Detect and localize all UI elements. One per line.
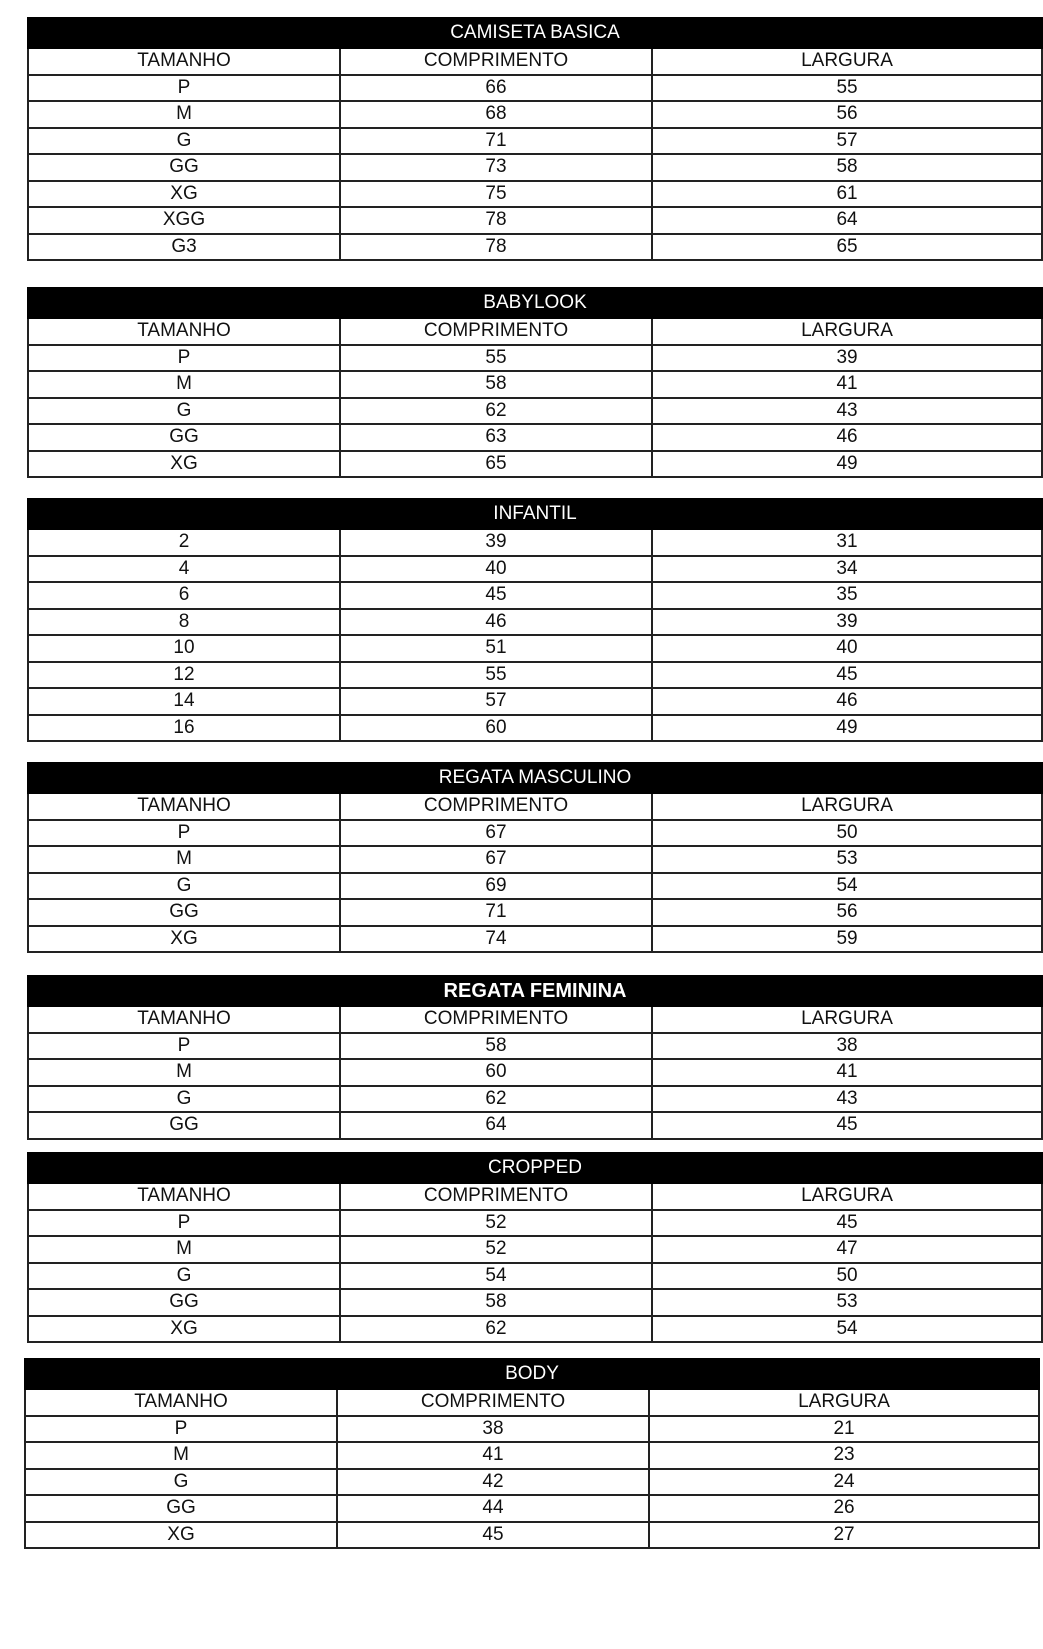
table-row [28,1236,1042,1263]
table-cell: 68 [340,101,652,128]
regata-feminina-title: REGATA FEMININA [28,976,1042,1006]
column-header: LARGURA [652,1183,1042,1210]
table-row [28,873,1042,900]
column-header: COMPRIMENTO [340,318,652,345]
table-row [28,926,1042,953]
table-row [28,1086,1042,1113]
table-cell: XG [28,1316,340,1343]
table-cell: 64 [652,207,1042,234]
table-cell: G3 [28,234,340,261]
table-cell: 65 [652,234,1042,261]
table-cell: 44 [337,1495,649,1522]
table-row [28,662,1042,689]
table-cell: 14 [28,688,340,715]
table-cell: 54 [340,1263,652,1290]
table-row [25,1495,1039,1522]
table-row [28,75,1042,102]
table-cell: M [28,371,340,398]
table-cell: M [28,101,340,128]
table-cell: 2 [28,529,340,556]
table-cell: 56 [652,101,1042,128]
table-cell: 4 [28,556,340,583]
table-cell: 62 [340,1086,652,1113]
column-header: LARGURA [652,48,1042,75]
table-row [28,556,1042,583]
table-cell: GG [28,1112,340,1139]
column-header: COMPRIMENTO [340,1183,652,1210]
table-cell: P [28,1033,340,1060]
table-row [28,820,1042,847]
table-cell: 41 [337,1442,649,1469]
table-cell: 53 [652,1289,1042,1316]
table-cell: P [28,345,340,372]
column-header: TAMANHO [28,318,340,345]
table-row [28,609,1042,636]
table-cell: GG [28,899,340,926]
table-cell: 31 [652,529,1042,556]
table-row [28,1316,1042,1343]
table-cell: G [28,873,340,900]
table-cell: 50 [652,1263,1042,1290]
table-cell: 38 [652,1033,1042,1060]
table-cell: 43 [652,1086,1042,1113]
table-cell: 49 [652,451,1042,478]
table-cell: 45 [652,1112,1042,1139]
table-cell: 61 [652,181,1042,208]
table-cell: 40 [652,635,1042,662]
table-cell: G [25,1469,337,1496]
table-row [28,1033,1042,1060]
table-row [28,899,1042,926]
table-cell: 47 [652,1236,1042,1263]
table-cell: 55 [340,345,652,372]
table-cell: 46 [340,609,652,636]
table-cell: 51 [340,635,652,662]
table-row [28,207,1042,234]
table-cell: P [28,1210,340,1237]
table-cell: 55 [340,662,652,689]
cropped-table [27,1152,1043,1343]
table-cell: 10 [28,635,340,662]
table-row [28,582,1042,609]
infantil-table [27,498,1043,742]
column-header: TAMANHO [28,1006,340,1033]
table-cell: 42 [337,1469,649,1496]
table-row [28,1210,1042,1237]
regata-feminina-table [27,975,1043,1140]
table-cell: 16 [28,715,340,742]
table-row [28,529,1042,556]
column-header: COMPRIMENTO [340,1006,652,1033]
table-cell: G [28,128,340,155]
table-cell: 35 [652,582,1042,609]
table-cell: 62 [340,1316,652,1343]
table-cell: XG [28,926,340,953]
table-row [25,1442,1039,1469]
table-cell: 63 [340,424,652,451]
table-cell: 23 [649,1442,1039,1469]
table-cell: G [28,1086,340,1113]
table-cell: GG [28,424,340,451]
table-cell: G [28,1263,340,1290]
table-cell: 45 [652,662,1042,689]
table-row [25,1416,1039,1443]
table-row [28,1112,1042,1139]
table-row [28,398,1042,425]
table-row [28,715,1042,742]
table-cell: 57 [340,688,652,715]
table-cell: 52 [340,1236,652,1263]
table-row [28,1263,1042,1290]
column-header: LARGURA [652,793,1042,820]
body-title: BODY [25,1359,1039,1389]
table-cell: 54 [652,873,1042,900]
table-cell: 74 [340,926,652,953]
regata-masculino-title: REGATA MASCULINO [28,763,1042,793]
table-cell: 50 [652,820,1042,847]
table-cell: XG [28,181,340,208]
table-row [28,451,1042,478]
column-header: COMPRIMENTO [337,1389,649,1416]
table-cell: M [28,846,340,873]
table-cell: 58 [340,1289,652,1316]
table-row [28,1289,1042,1316]
table-cell: 60 [340,1059,652,1086]
table-row [28,101,1042,128]
table-cell: P [25,1416,337,1443]
table-cell: 67 [340,820,652,847]
table-cell: 46 [652,424,1042,451]
table-row [28,371,1042,398]
table-cell: 49 [652,715,1042,742]
table-cell: P [28,820,340,847]
column-header: TAMANHO [28,48,340,75]
table-cell: G [28,398,340,425]
table-cell: M [25,1442,337,1469]
body-table [24,1358,1040,1549]
table-cell: 40 [340,556,652,583]
table-cell: 71 [340,128,652,155]
column-header: COMPRIMENTO [340,793,652,820]
table-cell: 54 [652,1316,1042,1343]
table-cell: 69 [340,873,652,900]
table-cell: XGG [28,207,340,234]
table-cell: 41 [652,1059,1042,1086]
table-row [28,154,1042,181]
column-header: LARGURA [652,318,1042,345]
table-cell: 8 [28,609,340,636]
camiseta-basica-title: CAMISETA BASICA [28,18,1042,48]
infantil-title: INFANTIL [28,499,1042,529]
column-header: TAMANHO [28,793,340,820]
table-cell: 39 [340,529,652,556]
table-cell: 58 [340,371,652,398]
babylook-title: BABYLOOK [28,288,1042,318]
table-row [28,424,1042,451]
table-row [28,635,1042,662]
table-cell: 43 [652,398,1042,425]
table-cell: 52 [340,1210,652,1237]
camiseta-basica-table [27,17,1043,261]
table-cell: 73 [340,154,652,181]
table-cell: 46 [652,688,1042,715]
table-cell: 34 [652,556,1042,583]
table-cell: GG [28,154,340,181]
table-cell: XG [28,451,340,478]
table-cell: 67 [340,846,652,873]
table-row [28,846,1042,873]
table-cell: 41 [652,371,1042,398]
table-cell: 62 [340,398,652,425]
table-cell: 6 [28,582,340,609]
column-header: TAMANHO [25,1389,337,1416]
table-cell: GG [25,1495,337,1522]
table-cell: P [28,75,340,102]
table-cell: 12 [28,662,340,689]
table-cell: 53 [652,846,1042,873]
table-cell: 57 [652,128,1042,155]
table-cell: 45 [337,1522,649,1549]
column-header: LARGURA [649,1389,1039,1416]
table-cell: 45 [652,1210,1042,1237]
table-row [25,1522,1039,1549]
table-cell: 55 [652,75,1042,102]
regata-masculino-table [27,762,1043,953]
table-cell: XG [25,1522,337,1549]
table-cell: 58 [652,154,1042,181]
table-cell: M [28,1059,340,1086]
column-header: COMPRIMENTO [340,48,652,75]
table-row [28,688,1042,715]
column-header: LARGURA [652,1006,1042,1033]
table-cell: 59 [652,926,1042,953]
table-cell: 24 [649,1469,1039,1496]
table-row [28,181,1042,208]
table-cell: 64 [340,1112,652,1139]
table-cell: 60 [340,715,652,742]
table-cell: GG [28,1289,340,1316]
table-cell: 39 [652,609,1042,636]
table-row [28,234,1042,261]
table-cell: 56 [652,899,1042,926]
cropped-title: CROPPED [28,1153,1042,1183]
table-cell: 38 [337,1416,649,1443]
table-row [28,1059,1042,1086]
table-cell: 27 [649,1522,1039,1549]
table-row [28,128,1042,155]
table-cell: 71 [340,899,652,926]
table-cell: 26 [649,1495,1039,1522]
table-cell: 78 [340,207,652,234]
table-cell: M [28,1236,340,1263]
table-cell: 66 [340,75,652,102]
table-cell: 58 [340,1033,652,1060]
table-cell: 65 [340,451,652,478]
column-header: TAMANHO [28,1183,340,1210]
table-cell: 78 [340,234,652,261]
table-row [28,345,1042,372]
babylook-table [27,287,1043,478]
table-cell: 75 [340,181,652,208]
table-row [25,1469,1039,1496]
table-cell: 39 [652,345,1042,372]
table-cell: 45 [340,582,652,609]
table-cell: 21 [649,1416,1039,1443]
